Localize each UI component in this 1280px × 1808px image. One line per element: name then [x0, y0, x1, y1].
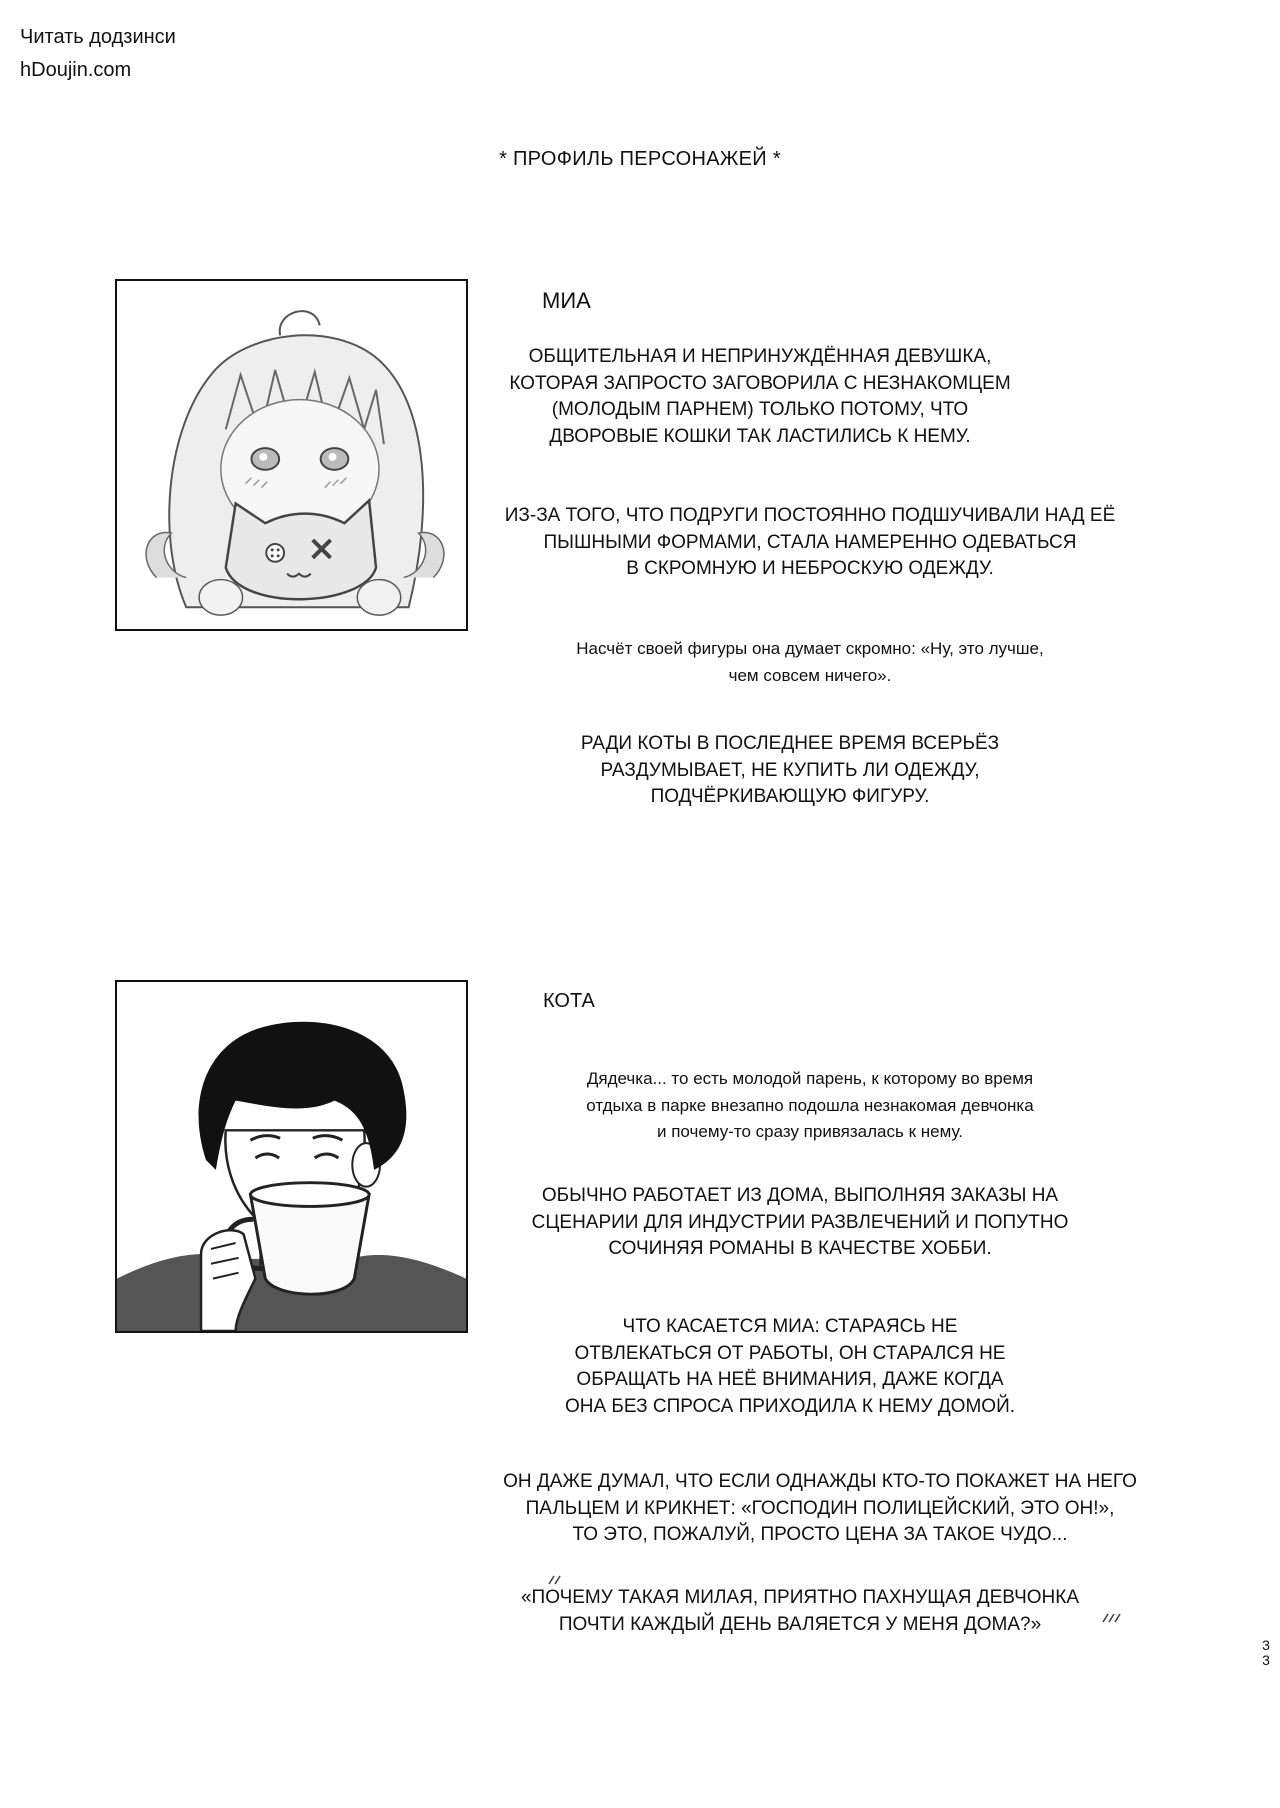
mia-paragraph-1: ОБЩИТЕЛЬНАЯ И НЕПРИНУЖДЁННАЯ ДЕВУШКА, КОТОРАЯ ЗАПРОСТО ЗАГОВОРИЛА С НЕЗНАКОМЦЕМ (МОЛОДЫМ ПАРНЕМ) ТОЛЬКО ПОТОМУ, ЧТО ДВОРОВЫЕ КОШКИ ТАК ЛАСТИЛИСЬ К НЕМУ.	[509, 346, 1011, 447]
watermark-line-1: Читать додзинси	[20, 26, 176, 48]
girl-with-plush-cat-portrait-icon	[117, 281, 466, 629]
character-name-mia: МИА	[542, 288, 591, 313]
kota-paragraph-2: ОБЫЧНО РАБОТАЕТ ИЗ ДОМА, ВЫПОЛНЯЯ ЗАКАЗЫ НА СЦЕНАРИИ ДЛЯ ИНДУСТРИИ РАЗВЛЕЧЕНИЙ И ПОПУТНО СОЧИНЯЯ РОМАНЫ В КАЧЕСТВЕ ХОББИ.	[531, 1185, 1069, 1259]
kota-paragraph-3: ЧТО КАСАЕТСЯ МИА: СТАРАЯСЬ НЕ ОТВЛЕКАТЬСЯ ОТ РАБОТЫ, ОН СТАРАЛСЯ НЕ ОБРАЩАТЬ НА НЕЁ ВНИМАНИЯ, ДАЖЕ КОГДА ОНА БЕЗ СПРОСА ПРИХОДИЛА К НЕМУ ДОМОЙ.	[564, 1316, 1016, 1417]
mia-paragraph-4: РАДИ КОТЫ В ПОСЛЕДНЕЕ ВРЕМЯ ВСЕРЬЁЗ РАЗДУМЫВАЕТ, НЕ КУПИТЬ ЛИ ОДЕЖДУ, ПОДЧЁРКИВАЮЩУЮ ФИГУРУ.	[580, 733, 1000, 807]
mia-paragraph-3: Насчёт своей фигуры она думает скромно: «Ну, это лучше, чем совсем ничего».	[576, 639, 1044, 685]
kota-portrait	[115, 980, 468, 1333]
kota-paragraph-1: Дядечка... то есть молодой парень, к которому во время отдыха в парке внезапно подошла незнакомая девчонка и почему-то сразу привязалась к нему.	[586, 1069, 1034, 1141]
quote-mark-open-icon	[545, 1574, 565, 1586]
man-drinking-from-mug-portrait-icon	[117, 982, 466, 1331]
watermark-line-2: hDoujin.com	[20, 59, 132, 81]
quote-mark-close-icon	[1099, 1612, 1123, 1624]
mia-paragraph-2: ИЗ-ЗА ТОГО, ЧТО ПОДРУГИ ПОСТОЯННО ПОДШУЧИВАЛИ НАД ЕЁ ПЫШНЫМИ ФОРМАМИ, СТАЛА НАМЕРЕННО ОДЕВАТЬСЯ В СКРОМНУЮ И НЕБРОСКУЮ ОДЕЖДУ.	[504, 505, 1116, 579]
kota-quote: «ПОЧЕМУ ТАКАЯ МИЛАЯ, ПРИЯТНО ПАХНУЩАЯ ДЕВЧОНКА ПОЧТИ КАЖДЫЙ ДЕНЬ ВАЛЯЕТСЯ У МЕНЯ ДОМА?»	[520, 1587, 1080, 1635]
page-title: * ПРОФИЛЬ ПЕРСОНАЖЕЙ *	[499, 148, 781, 170]
page-number: 3 3	[1262, 1637, 1270, 1668]
mia-portrait	[115, 279, 468, 631]
kota-paragraph-4: ОН ДАЖЕ ДУМАЛ, ЧТО ЕСЛИ ОДНАЖДЫ КТО-ТО ПОКАЖЕТ НА НЕГО ПАЛЬЦЕМ И КРИКНЕТ: «ГОСПОДИН ПОЛИЦЕЙСКИЙ, ЭТО ОН!», ТО ЭТО, ПОЖАЛУЙ, ПРОСТО ЦЕНА ЗА ТАКОЕ ЧУДО...	[503, 1471, 1137, 1545]
character-name-kota: КОТА	[543, 990, 595, 1012]
